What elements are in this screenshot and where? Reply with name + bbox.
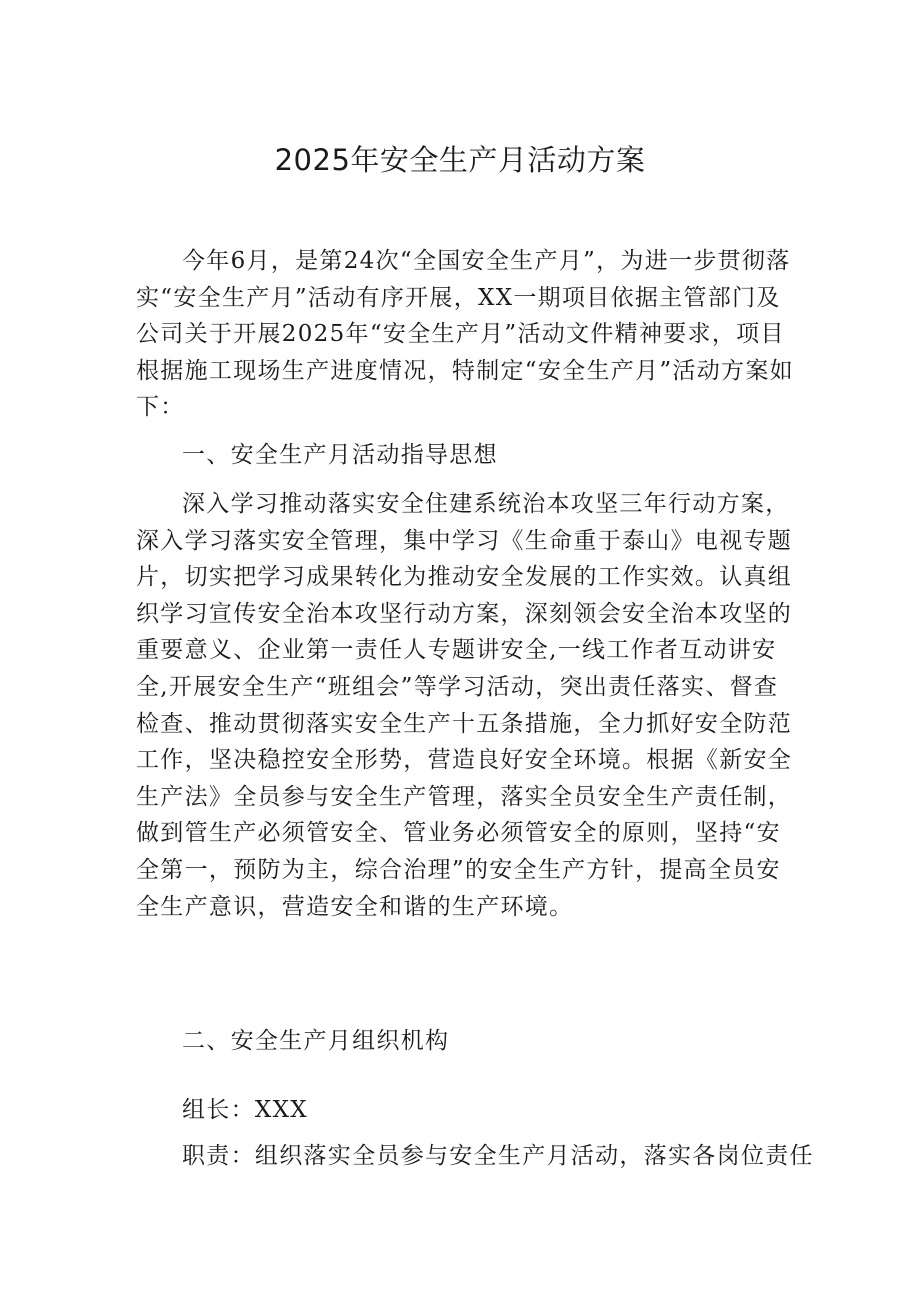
duty-line: 职责：组织落实全员参与安全生产月活动，落实各岗位责任 — [182, 1143, 814, 1169]
intro-paragraph: 今年6月，是第24次“全国安全生产月”，为进一步贯彻落实“安全生产月”活动有序开展，XX一期项目依据主管部门及公司关于开展2025年“安全生产月”活动文件精神要求，项目根据施工现场生产进度情况，特制定“安全生产月”活动方案如下： — [136, 248, 794, 421]
section-heading-organization: 二、安全生产月组织机构 — [182, 1028, 450, 1054]
document-title: 2025年安全生产月活动方案 — [274, 143, 646, 177]
section-paragraph-guiding-ideology: 深入学习推动落实安全住建系统治本攻坚三年行动方案，深入学习落实安全管理，集中学习《生命重于泰山》电视专题片，切实把学习成果转化为推动安全发展的工作实效。认真组织学习宣传安全治本攻坚行动方案，深刻领会安全治本攻坚的重要意义、企业第一责任人专题讲安全,一线工作者互动讲安全,开展安全生产“班组会”等学习活动，突出责任落实、督查检查、推动贯彻落实安全生产十五条措施，全力抓好安全防范工作，坚决稳控安全形势，营造良好安全环境。根据《新安全生产法》全员参与安全生产管理，落实全员安全生产责任制，做到管生产必须管安全、管业务必须管安全的原则，坚持“安全第一，预防为主，综合治理”的安全生产方针，提高全员安全生产意识，营造安全和谐的生产环境。 — [136, 491, 793, 920]
team-leader-line: 组长：XXX — [182, 1097, 308, 1123]
section-heading-guiding-ideology: 一、安全生产月活动指导思想 — [182, 442, 498, 468]
